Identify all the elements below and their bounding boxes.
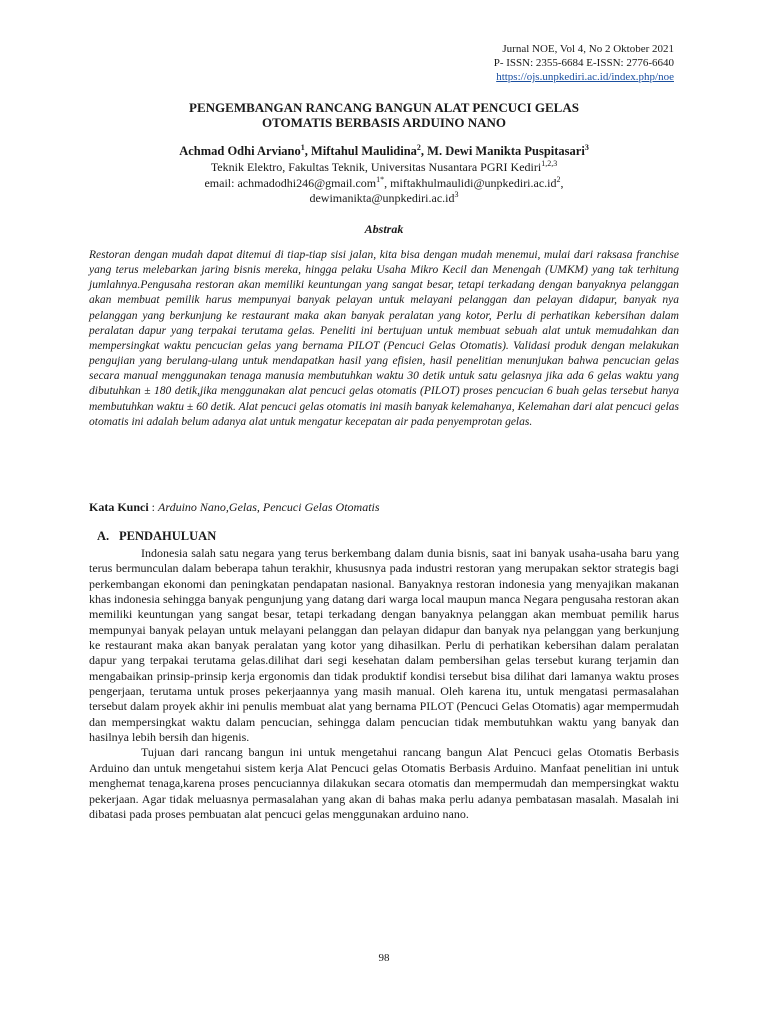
author-1-sup: 1	[300, 142, 305, 152]
paper-title-line2: OTOMATIS BERBASIS ARDUINO NANO	[261, 115, 507, 130]
author-3-sup: 3	[584, 142, 589, 152]
affiliation-text: Teknik Elektro, Fakultas Teknik, Universitas Nusantara PGRI Kediri	[210, 160, 542, 174]
paper-title	[0, 100, 768, 130]
body-paragraph-2: Tujuan dari rancang bangun ini untuk mengetahui rancang bangun Alat Pencuci gelas Otomatis Berbasis Arduino dan untuk mengetahui sistem kerja Alat Pencuci gelas Otomatis Berbasis Arduino. Manfaat penelitian ini untuk menghemat tenaga,karena proses pencuciannya dilakukan secara otomatis dan mempermudah dan mempersingkat waktu pekerjaan. Agar tidak meluasnya permasalahan yang akan di bahas maka perlu adanya pembatasan masalah. Masalah ini dibatasi pada proses pembuatan alat pencuci gelas menggunakan arduino nano.	[89, 745, 679, 821]
email-1: email: achmadodhi246@gmail.com	[204, 176, 377, 190]
author-list	[0, 144, 768, 159]
journal-issn: P- ISSN: 2355-6684 E-ISSN: 2776-6640	[493, 57, 674, 69]
email-2: , miftakhulmaulidi@unpkediri.ac.id	[384, 176, 557, 190]
section-title: PENDAHULUAN	[119, 529, 217, 543]
page-number: 98	[378, 952, 390, 964]
abstract-text: Restoran dengan mudah dapat ditemui di tiap-tiap sisi jalan, kita bisa dengan mudah menemui, mulai dari raksasa franchise yang terus melebarkan jaring bisnis mereka, hingga pelaku Usaha Mikro Kecil dan Menengah (UMKM) yang tak terhitung jumlahnya.Pengusaha restoran akan memiliki keuntungan yang sangat besar, tetapi terkadang dengan banyaknya pelanggan akan membuat pemilik harus mempunyai banyak pelayan untuk melayani pelanggan dan pelayan didapur, banyak nya pelanggan yang berkunjung ke restaurant maka akan banyak peralatan yang kotor, Perlu di perhatikan kebersihan dalam peralatan dapur yang terpakai terutama gelas. Peneliti ini bertujuan untuk membuat sebuah alat untuk memudahkan dan mempersingkat waktu pencucian gelas yang bernama PILOT (Pencuci Gelas Otomatis). Validasi produk dengan melakukan pengujian yang berulang-ulang untuk mendapatkan hasil yang efisien, hasil penelitian menunjukan bahwa pencucian gelas secara manual menggunakan tenaga manusia membutuhkan waktu 30 detik untuk satu gelasnya jika ada 6 gelas waktu yang dibutuhkan ± 180 detik,jika menggunakan alat pencuci gelas otomatis (PILOT) proses pencucian 6 buah gelas tersebut hanya membutuhkan waktu ± 60 detik. Alat pencuci gelas otomatis ini masih banyak kelemahanya, Kelemahan dari alat pencuci gelas otomatis ini adalah belum adanya alat untuk mengatur kecepatan air pada penyemprotan gelas.	[89, 249, 679, 428]
email-2-sup: 2	[556, 175, 561, 184]
keywords-separator: :	[148, 500, 159, 514]
email-3-sup: 3	[454, 190, 459, 199]
journal-url-link[interactable]: https://ojs.unpkediri.ac.id/index.php/noe	[496, 71, 674, 83]
affiliation-sup: 1,2,3	[541, 159, 558, 168]
paper-title-line1: PENGEMBANGAN RANCANG BANGUN ALAT PENCUCI GELAS	[189, 100, 579, 115]
email-1-sup: 1*	[376, 175, 385, 184]
author-2: , Miftahul Maulidina	[304, 144, 417, 158]
author-emails	[0, 176, 768, 206]
section-number: A.	[97, 529, 110, 543]
author-2-sup: 2	[416, 142, 421, 152]
keywords-value: Arduino Nano,Gelas, Pencuci Gelas Otomatis	[158, 500, 380, 514]
author-1: Achmad Odhi Arviano	[179, 144, 301, 158]
journal-issue: Jurnal NOE, Vol 4, No 2 Oktober 2021	[502, 43, 674, 55]
email-2-tail: ,	[560, 176, 564, 190]
abstract-heading: Abstrak	[364, 222, 404, 236]
body-text	[89, 546, 679, 822]
author-3: , M. Dewi Manikta Puspitasari	[420, 144, 585, 158]
affiliation	[0, 160, 768, 175]
journal-header	[494, 42, 674, 84]
keywords	[89, 500, 679, 515]
email-3: dewimanikta@unpkediri.ac.id	[309, 191, 455, 205]
section-heading	[97, 529, 216, 544]
keywords-label: Kata Kunci	[89, 500, 149, 514]
body-paragraph-1: Indonesia salah satu negara yang terus berkembang dalam dunia bisnis, saat ini banyak usaha-usaha baru yang terus bermunculan dalam beberapa tahun terakhir, khususnya pada industri restoran yang merupakan sektor strategis bagi perkembangan ekonomi dan peningkatan pendapatan nasional. Banyaknya restoran indonesia yang menyajikan makanan khas indonesia sehingga banyak pengunjung yang datang dari warga local maupun manca Negara pengusaha restoran akan memiliki keuntungan yang sangat besar, tetapi terkadang dengan banyaknya pelanggan akan membuat pemilik harus mempunyai banyak pelayan untuk melayani pelanggan dan pelayan didapur dan banyak nya pelanggan yang berkunjung ke restaurant maka akan banyak peralatan yang kotor yang dihasilkan. Perlu di perhatikan kebersihan dalam peralatan dapur yang terpakai terutama gelas.dilihat dari segi kesehatan dalam pembersihan gelas tersebut kurang terjamin dan mengabaikan prinsip-prinsip kerja ergonomis dan tidak produktif kondisi tersebut bisa dilihat dari lamanya waktu proses pengerjaan, terutama untuk proses pekerjaannya yang masih manual. Oleh karena itu, untuk mengatasi permasalahan tersebut dalam proyek akhir ini penulis membuat alat yang bernama PILOT (Pencuci Gelas Otomatis) agar mempermudah dan mempersingkat waktu dalam pencucian, sehingga dalam pencucian tidak membutuhkan waktu yang banyak dan hasilnya lebih bersih dan higenis.	[89, 546, 679, 745]
